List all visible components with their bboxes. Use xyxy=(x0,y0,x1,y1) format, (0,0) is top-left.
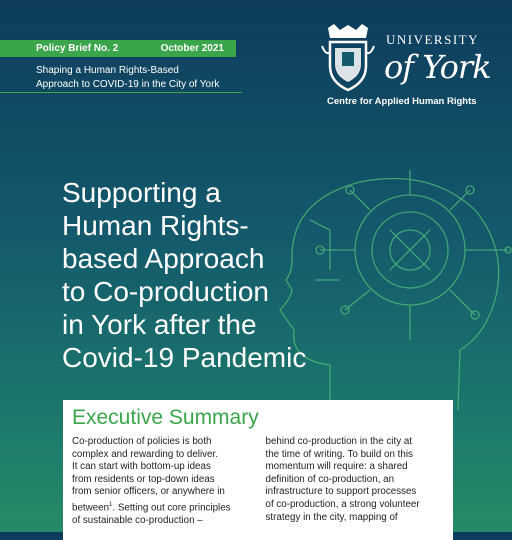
brief-label: Policy Brief No. 2 xyxy=(36,43,119,54)
summary-line: strategy in the city, mapping of xyxy=(265,511,398,523)
summary-line: from residents or top-down ideas xyxy=(72,473,215,485)
brief-date: October 2021 xyxy=(160,43,224,54)
page-title xyxy=(62,176,332,374)
summary-line: Co-production of policies is both xyxy=(72,436,212,447)
subtitle-line-1: Shaping a Human Rights-Based xyxy=(36,65,179,76)
policy-brief-bar xyxy=(0,40,236,57)
summary-line: of co-production, a strong volunteer xyxy=(265,498,420,510)
summary-line: from senior officers, or anywhere in xyxy=(72,486,225,498)
summary-line: infrastructure to support processes xyxy=(265,486,417,498)
title-line-3: based Approach xyxy=(62,243,265,274)
series-subtitle xyxy=(36,64,246,92)
title-line-5: in York after the xyxy=(62,309,257,340)
summary-line: the time of writing. To build on this xyxy=(265,448,413,460)
subtitle-divider xyxy=(0,92,242,93)
footnote-ref[interactable]: 1 xyxy=(109,501,113,508)
title-line-1: Supporting a xyxy=(62,177,221,208)
summary-heading: Executive Summary xyxy=(72,406,259,429)
title-line-2: Human Rights- xyxy=(62,210,249,241)
summary-line: between$^1$. Setting out core principles xyxy=(72,501,231,514)
summary-line: It can start with bottom-up ideas xyxy=(72,461,211,473)
subtitle-line-2: Approach to COVID-19 in the City of York xyxy=(36,79,220,90)
summary-line: behind co-production in the city at xyxy=(265,436,412,447)
summary-line: momentum will require: a shared xyxy=(265,461,408,473)
summary-column-left xyxy=(72,436,252,527)
title-line-4: to Co-production xyxy=(62,276,270,307)
title-line-6: Covid-19 Pandemic xyxy=(62,342,307,373)
executive-summary-box xyxy=(63,400,453,540)
summary-line: of sustainable co-production – xyxy=(72,514,203,526)
summary-line: definition of co-production, an xyxy=(265,473,395,485)
summary-line: complex and rewarding to deliver. xyxy=(72,448,218,460)
centre-name: Centre for Applied Human Rights xyxy=(327,96,477,107)
york-wordmark: of York xyxy=(384,48,491,86)
summary-column-right xyxy=(266,436,446,527)
crest-icon xyxy=(320,22,376,92)
university-wordmark: UNIVERSITY xyxy=(386,32,479,47)
